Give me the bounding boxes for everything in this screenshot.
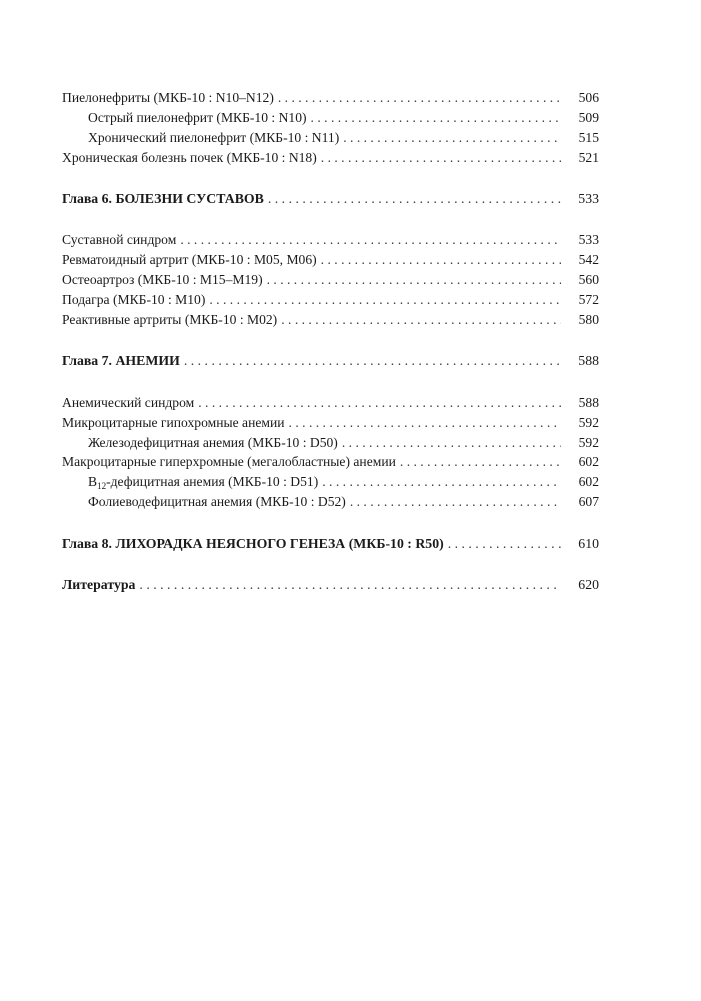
toc-entry-page: 509 [578, 109, 599, 125]
toc-entry-acute-pyelonephritis [62, 108, 599, 128]
toc-leader-dots [321, 148, 561, 168]
toc-chapter-page: 610 [578, 535, 599, 551]
toc-entry-reactive-arthritis [62, 310, 599, 330]
toc-entry-title: Ревматоидный артрит (МКБ-10 : М05, М06) [62, 252, 317, 268]
toc-entry-page: 602 [578, 474, 599, 490]
toc-entry-page: 592 [578, 414, 599, 430]
toc-chapter-page: 588 [578, 353, 599, 369]
toc-leader-dots [311, 108, 561, 128]
toc-entry-page: 515 [578, 129, 599, 145]
toc-entry-title: Хроническая болезнь почек (МКБ-10 : N18) [62, 149, 317, 165]
toc-entry-title: Реактивные артриты (МКБ-10 : М02) [62, 312, 278, 328]
toc-entry-joint-syndrome [62, 230, 599, 250]
toc-entry-page: 607 [578, 494, 599, 510]
toc-entry-page: 602 [578, 454, 599, 470]
toc-chapter-7 [62, 351, 599, 371]
toc-literature [62, 575, 599, 595]
toc-entry-page: 521 [578, 149, 599, 165]
toc-entry-page: 506 [578, 90, 599, 105]
toc-leader-dots [267, 270, 561, 290]
toc-entry-title: Суставной синдром [62, 232, 177, 248]
toc-entry-title: Остеоартроз (МКБ-10 : М15–М19) [62, 272, 263, 288]
toc-entry-page: 542 [578, 252, 599, 268]
toc-leader-dots [139, 575, 561, 595]
toc-entry-page: 588 [578, 394, 599, 410]
toc-leader-dots [322, 472, 561, 492]
toc-literature-title: Литература [62, 577, 136, 593]
toc-chapter-8 [62, 534, 599, 554]
toc-chapter-title: Глава 8. ЛИХОРАДКА НЕЯСНОГО ГЕНЕЗА (МКБ-10 : R50) [62, 535, 444, 551]
toc-entry-anemic-syndrome [62, 393, 599, 413]
toc-chapter-6 [62, 189, 599, 209]
toc-entry-title-prefix: B [88, 474, 98, 490]
toc-entry-microcytic-anemias [62, 413, 599, 433]
toc-leader-dots [400, 452, 561, 472]
toc-chapter-page: 533 [578, 191, 599, 207]
toc-entry-title: Пиелонефриты (МКБ-10 : N10–N12) [62, 90, 274, 105]
toc-entry-osteoarthrosis [62, 270, 599, 290]
toc-chapter-title: Глава 7. АНЕМИИ [62, 353, 180, 369]
toc-literature-page: 620 [578, 577, 599, 593]
toc-entry-title: Подагра (МКБ-10 : М10) [62, 292, 206, 308]
toc-entry-title-subscript: 12 [97, 481, 107, 492]
toc-entry-rheumatoid-arthritis [62, 250, 599, 270]
toc-entry-gout [62, 290, 599, 310]
toc-entry-page: 533 [578, 232, 599, 248]
toc-entry-macrocytic-anemias [62, 452, 599, 472]
toc-entry-page: 572 [578, 292, 599, 308]
toc-leader-dots [281, 310, 561, 330]
toc-entry-page: 592 [578, 434, 599, 450]
toc-leader-dots [198, 393, 561, 413]
toc-entry-title: Анемический синдром [62, 394, 195, 410]
toc-leader-dots [184, 351, 561, 371]
toc-entry-title: Микроцитарные гипохромные анемии [62, 414, 285, 430]
toc-leader-dots [180, 230, 561, 250]
toc-entry-pyelonephritis [62, 88, 599, 108]
toc-entry-title: Фолиеводефицитная анемия (МКБ-10 : D52) [88, 494, 346, 510]
toc-entry-chronic-kidney-disease [62, 148, 599, 168]
toc-entry-page: 560 [578, 272, 599, 288]
toc-leader-dots [209, 290, 561, 310]
toc-leader-dots [342, 433, 561, 453]
toc-entry-title: Хронический пиелонефрит (МКБ-10 : N11) [88, 129, 340, 145]
toc-entry-title-rest: -дефицитная анемия (МКБ-10 : D51) [106, 474, 319, 490]
toc-entry-title: Макроцитарные гиперхромные (мегалобластные) анемии [62, 454, 396, 470]
toc-leader-dots [350, 492, 561, 512]
toc-entry-page: 580 [578, 312, 599, 328]
toc-entry-title: Острый пиелонефрит (МКБ-10 : N10) [88, 109, 307, 125]
toc-entry-iron-deficiency-anemia [62, 433, 599, 453]
toc-leader-dots [321, 250, 561, 270]
toc-entry-title: Железодефицитная анемия (МКБ-10 : D50) [88, 434, 338, 450]
toc-leader-dots [448, 534, 561, 554]
toc-entry-folate-deficiency-anemia [62, 492, 599, 512]
toc-entry-b12-deficiency-anemia [62, 472, 599, 492]
toc-leader-dots [343, 128, 561, 148]
toc-leader-dots [289, 413, 561, 433]
toc-entry-chronic-pyelonephritis [62, 128, 599, 148]
toc-leader-dots [268, 189, 561, 209]
toc-entry-title [88, 472, 318, 492]
toc-chapter-title: Глава 6. БОЛЕЗНИ СУСТАВОВ [62, 191, 264, 207]
toc-leader-dots [278, 88, 561, 108]
table-of-contents [62, 88, 599, 595]
